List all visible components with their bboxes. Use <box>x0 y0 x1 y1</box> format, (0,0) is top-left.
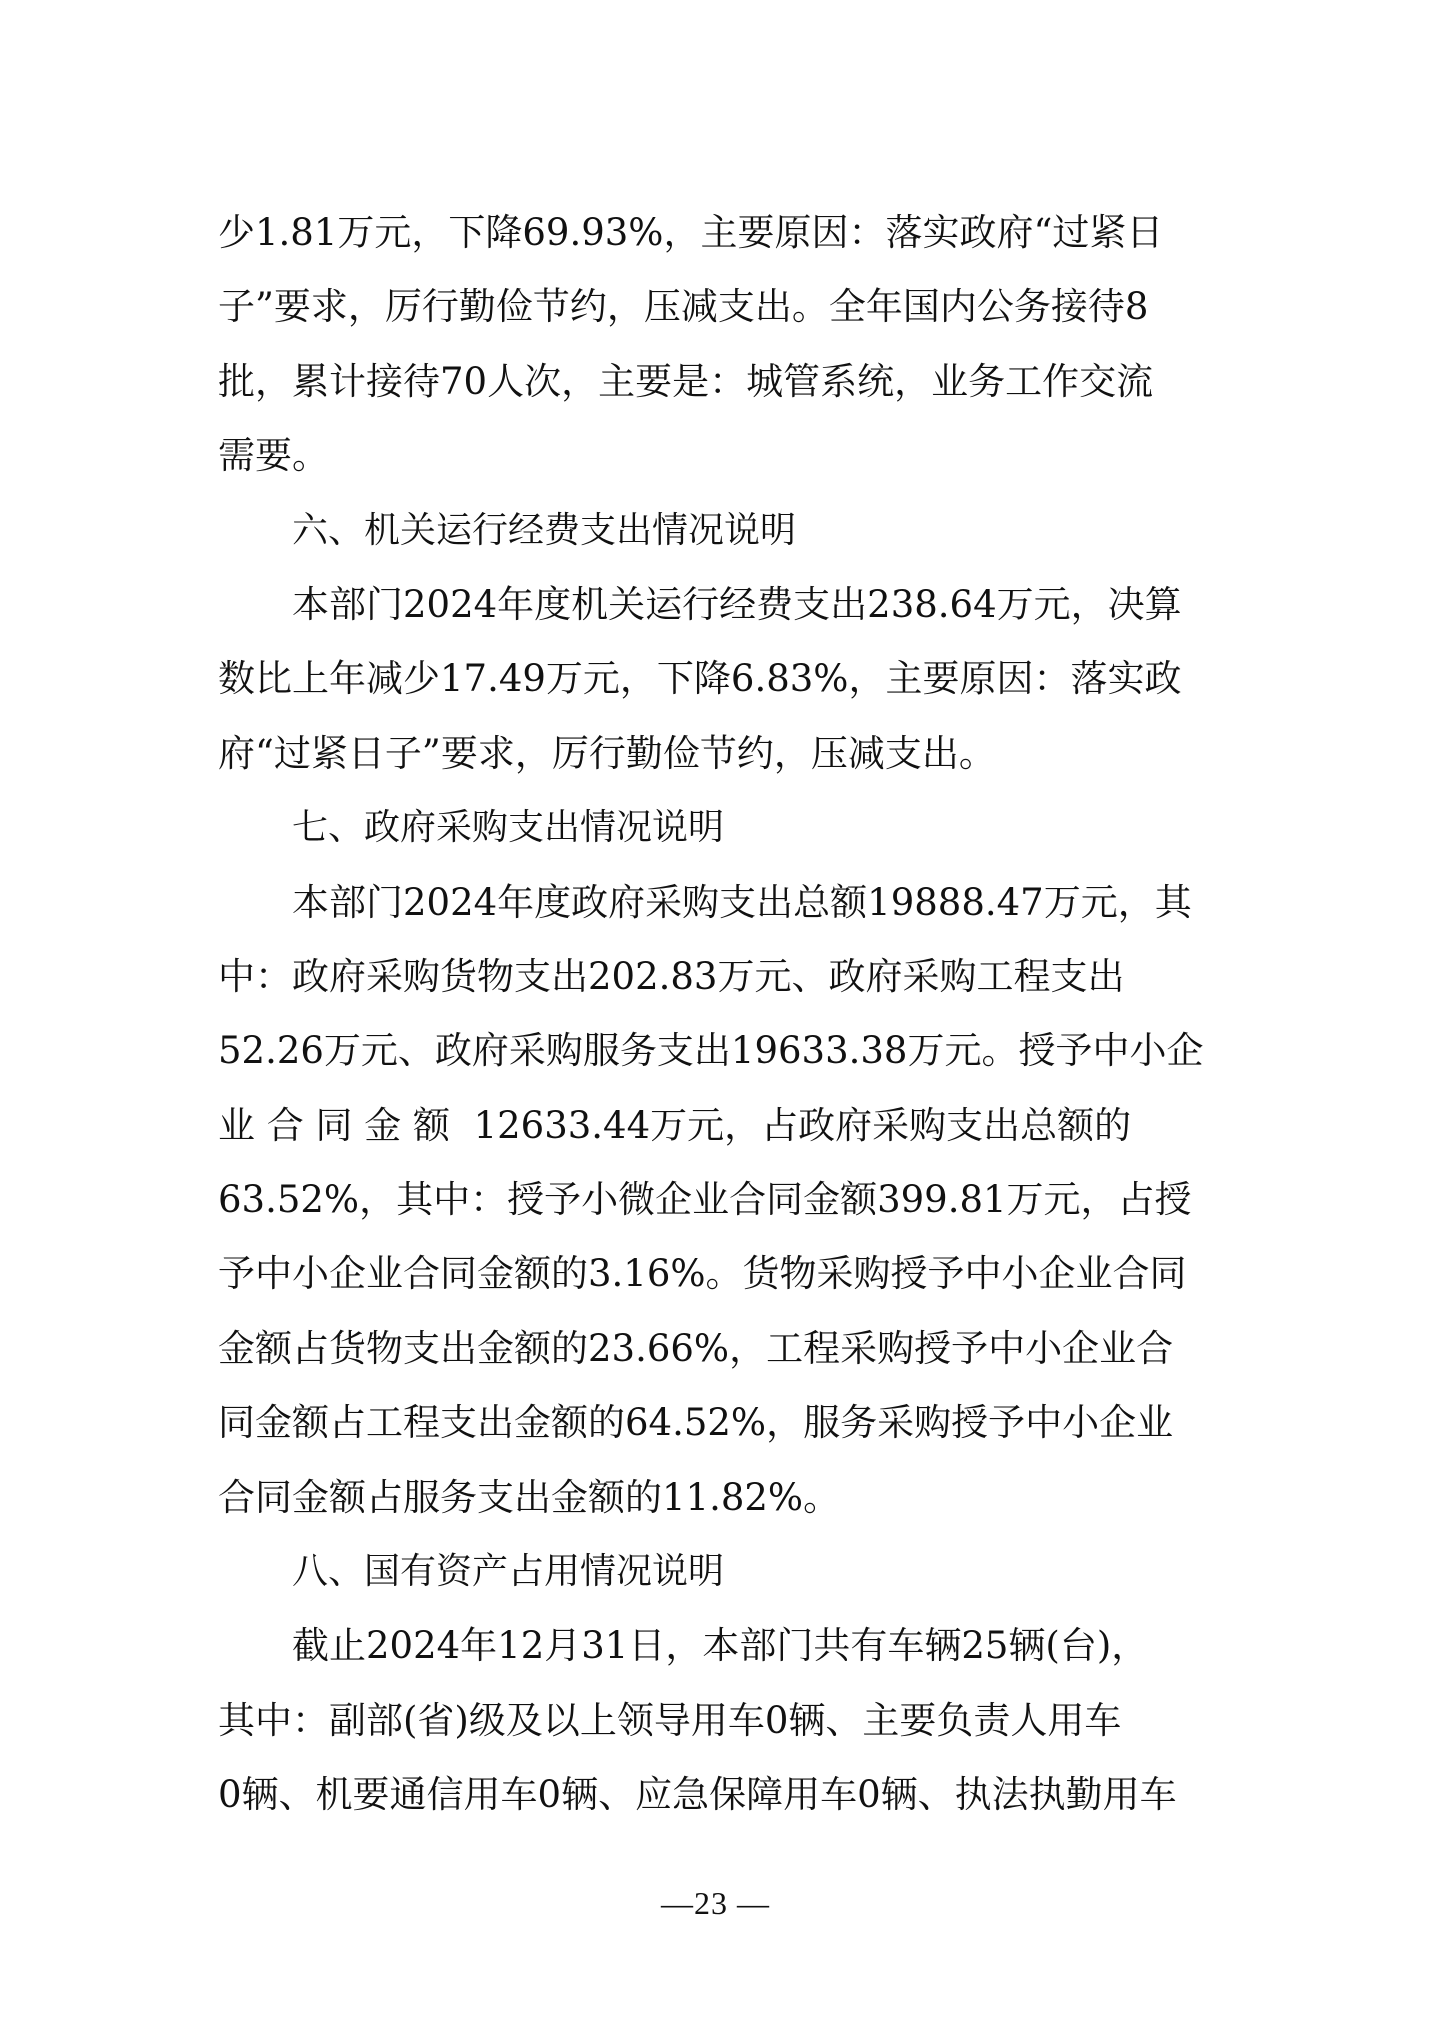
text-line: 63.52%，其中：授予小微企业合同金额399.81万元，占授 <box>218 1178 1192 1222</box>
text-line: 予中小企业合同金额的3.16%。货物采购授予中小企业合同 <box>218 1252 1187 1296</box>
paragraph-operating-expenses <box>218 568 1218 791</box>
text-line: 府“过紧日子”要求，厉行勤俭节约，压减支出。 <box>218 731 996 775</box>
text-line: 批，累计接待70人次，主要是：城管系统，业务工作交流 <box>218 359 1154 403</box>
paragraph-continuation <box>218 196 1218 494</box>
text-line: 业 合 同 金 额 12633.44万元，占政府采购支出总额的 <box>218 1103 1132 1147</box>
text-line: 中：政府采购货物支出202.83万元、政府采购工程支出 <box>218 954 1125 998</box>
section-heading-7: 七、政府采购支出情况说明 <box>292 807 725 849</box>
text-line: 0辆、机要通信用车0辆、应急保障用车0辆、执法执勤用车 <box>218 1773 1177 1817</box>
body-text <box>218 196 1218 1833</box>
text-line: 同金额占工程支出金额的64.52%，服务采购授予中小企业 <box>218 1401 1174 1445</box>
paragraph-procurement <box>218 866 1218 1536</box>
text-line: 子”要求，厉行勤俭节约，压减支出。全年国内公务接待8 <box>218 285 1149 329</box>
text-line: 合同金额占服务支出金额的11.82%。 <box>218 1475 841 1519</box>
text-line: 本部门2024年度政府采购支出总额19888.47万元，其 <box>292 880 1192 924</box>
section-heading-8: 八、国有资产占用情况说明 <box>292 1551 725 1593</box>
text-line: 需要。 <box>218 434 329 478</box>
page-number: —23 — <box>661 1885 770 1921</box>
text-line: 数比上年减少17.49万元，下降6.83%，主要原因：落实政 <box>218 657 1182 701</box>
text-line: 金额占货物支出金额的23.66%，工程采购授予中小企业合 <box>218 1326 1174 1370</box>
paragraph-assets <box>218 1609 1218 1832</box>
text-line: 52.26万元、政府采购服务支出19633.38万元。授予中小企 <box>218 1029 1204 1073</box>
section-heading-6: 六、机关运行经费支出情况说明 <box>292 509 797 551</box>
text-line: 本部门2024年度机关运行经费支出238.64万元，决算 <box>292 582 1182 626</box>
text-line: 截止2024年12月31日，本部门共有车辆25辆(台)， <box>292 1624 1149 1668</box>
text-line: 其中：副部(省)级及以上领导用车0辆、主要负责人用车 <box>218 1698 1122 1742</box>
text-line: 少1.81万元，下降69.93%，主要原因：落实政府“过紧日 <box>218 211 1164 254</box>
